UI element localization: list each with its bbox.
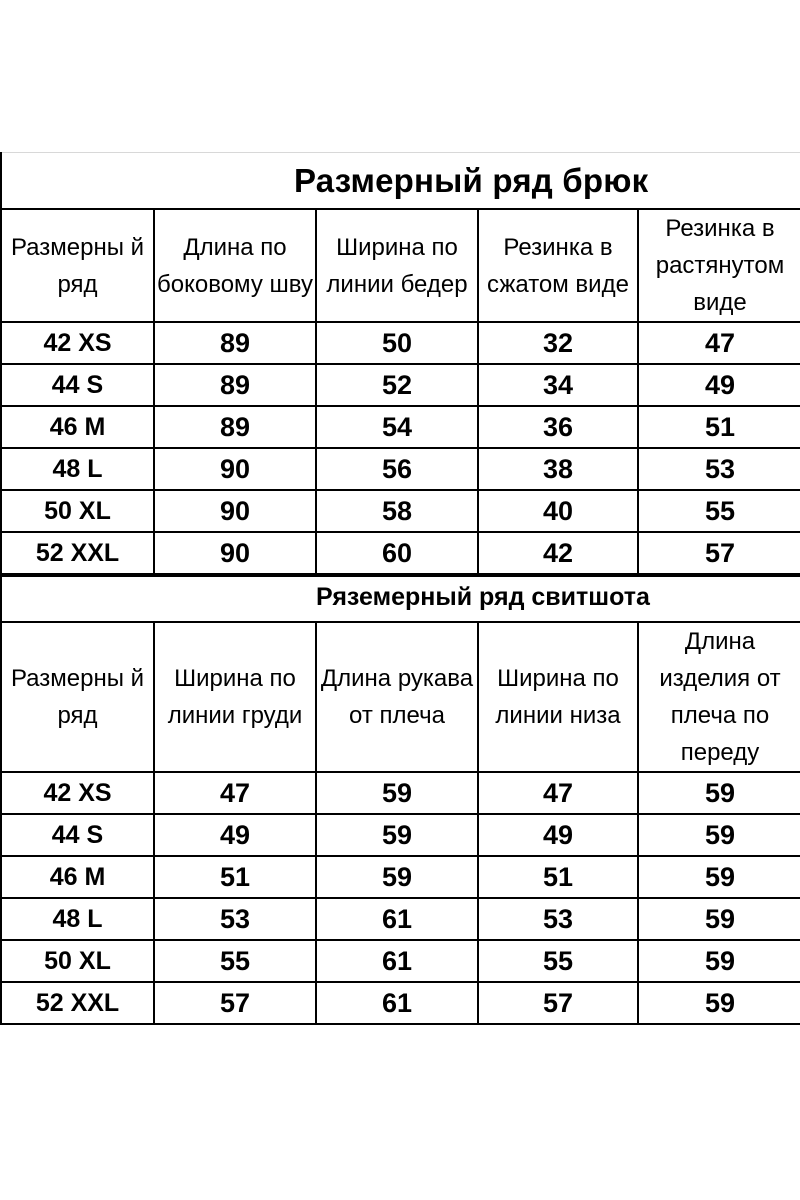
table-row: [1, 898, 800, 940]
value-cell: 59: [638, 898, 800, 940]
header-cell: Ширина по линии бедер: [316, 209, 478, 322]
value-cell: 42: [478, 532, 638, 574]
value-cell: 34: [478, 364, 638, 406]
value-cell: 47: [478, 772, 638, 814]
table-row: [1, 940, 800, 982]
value-cell: 59: [638, 856, 800, 898]
trousers-title: Размерный ряд брюк: [294, 162, 649, 199]
value-cell: 61: [316, 898, 478, 940]
value-cell: 57: [154, 982, 316, 1024]
value-cell: 55: [478, 940, 638, 982]
size-cell: 42 XS: [1, 772, 154, 814]
header-cell: Длина изделия от плеча по переду: [638, 622, 800, 772]
size-cell: 48 L: [1, 448, 154, 490]
sweatshirt-title-row: [0, 575, 800, 621]
value-cell: 60: [316, 532, 478, 574]
value-cell: 59: [638, 772, 800, 814]
value-cell: 54: [316, 406, 478, 448]
value-cell: 59: [638, 982, 800, 1024]
value-cell: 59: [638, 940, 800, 982]
value-cell: 56: [316, 448, 478, 490]
value-cell: 59: [316, 856, 478, 898]
table-row: [1, 856, 800, 898]
value-cell: 61: [316, 940, 478, 982]
sweatshirt-title: Ряземерный ряд свитшота: [316, 583, 650, 611]
trousers-title-row: [0, 152, 800, 208]
value-cell: 51: [154, 856, 316, 898]
value-cell: 49: [638, 364, 800, 406]
value-cell: 59: [316, 814, 478, 856]
header-cell: Длина рукава от плеча: [316, 622, 478, 772]
value-cell: 90: [154, 490, 316, 532]
size-cell: 46 M: [1, 406, 154, 448]
header-cell: Длина по боковому шву: [154, 209, 316, 322]
size-cell: 52 XXL: [1, 532, 154, 574]
value-cell: 53: [154, 898, 316, 940]
table-row: [1, 364, 800, 406]
table-row: [1, 490, 800, 532]
header-cell: Резинка в растянутом виде: [638, 209, 800, 322]
value-cell: 90: [154, 448, 316, 490]
size-cell: 44 S: [1, 814, 154, 856]
trousers-header-row: [1, 209, 800, 322]
value-cell: 53: [638, 448, 800, 490]
header-cell: Ширина по линии груди: [154, 622, 316, 772]
header-cell: Размерны й ряд: [1, 209, 154, 322]
size-cell: 48 L: [1, 898, 154, 940]
sweatshirt-size-table: [0, 621, 800, 1025]
value-cell: 38: [478, 448, 638, 490]
value-cell: 57: [638, 532, 800, 574]
value-cell: 89: [154, 406, 316, 448]
value-cell: 55: [638, 490, 800, 532]
value-cell: 59: [316, 772, 478, 814]
value-cell: 55: [154, 940, 316, 982]
size-chart-sheet: [0, 152, 800, 1025]
table-row: [1, 814, 800, 856]
value-cell: 49: [478, 814, 638, 856]
value-cell: 57: [478, 982, 638, 1024]
value-cell: 51: [638, 406, 800, 448]
header-cell: Ширина по линии низа: [478, 622, 638, 772]
value-cell: 47: [154, 772, 316, 814]
value-cell: 89: [154, 322, 316, 364]
size-cell: 52 XXL: [1, 982, 154, 1024]
value-cell: 32: [478, 322, 638, 364]
value-cell: 58: [316, 490, 478, 532]
header-cell: Размерны й ряд: [1, 622, 154, 772]
value-cell: 90: [154, 532, 316, 574]
size-cell: 46 M: [1, 856, 154, 898]
size-cell: 50 XL: [1, 940, 154, 982]
table-row: [1, 448, 800, 490]
value-cell: 59: [638, 814, 800, 856]
table-row: [1, 406, 800, 448]
table-row: [1, 982, 800, 1024]
size-cell: 44 S: [1, 364, 154, 406]
sweatshirt-header-row: [1, 622, 800, 772]
value-cell: 61: [316, 982, 478, 1024]
value-cell: 50: [316, 322, 478, 364]
table-row: [1, 532, 800, 574]
value-cell: 36: [478, 406, 638, 448]
header-cell: Резинка в сжатом виде: [478, 209, 638, 322]
size-cell: 50 XL: [1, 490, 154, 532]
value-cell: 53: [478, 898, 638, 940]
value-cell: 52: [316, 364, 478, 406]
size-cell: 42 XS: [1, 322, 154, 364]
table-row: [1, 772, 800, 814]
value-cell: 89: [154, 364, 316, 406]
value-cell: 40: [478, 490, 638, 532]
value-cell: 47: [638, 322, 800, 364]
value-cell: 49: [154, 814, 316, 856]
trousers-size-table: [0, 208, 800, 575]
value-cell: 51: [478, 856, 638, 898]
table-row: [1, 322, 800, 364]
